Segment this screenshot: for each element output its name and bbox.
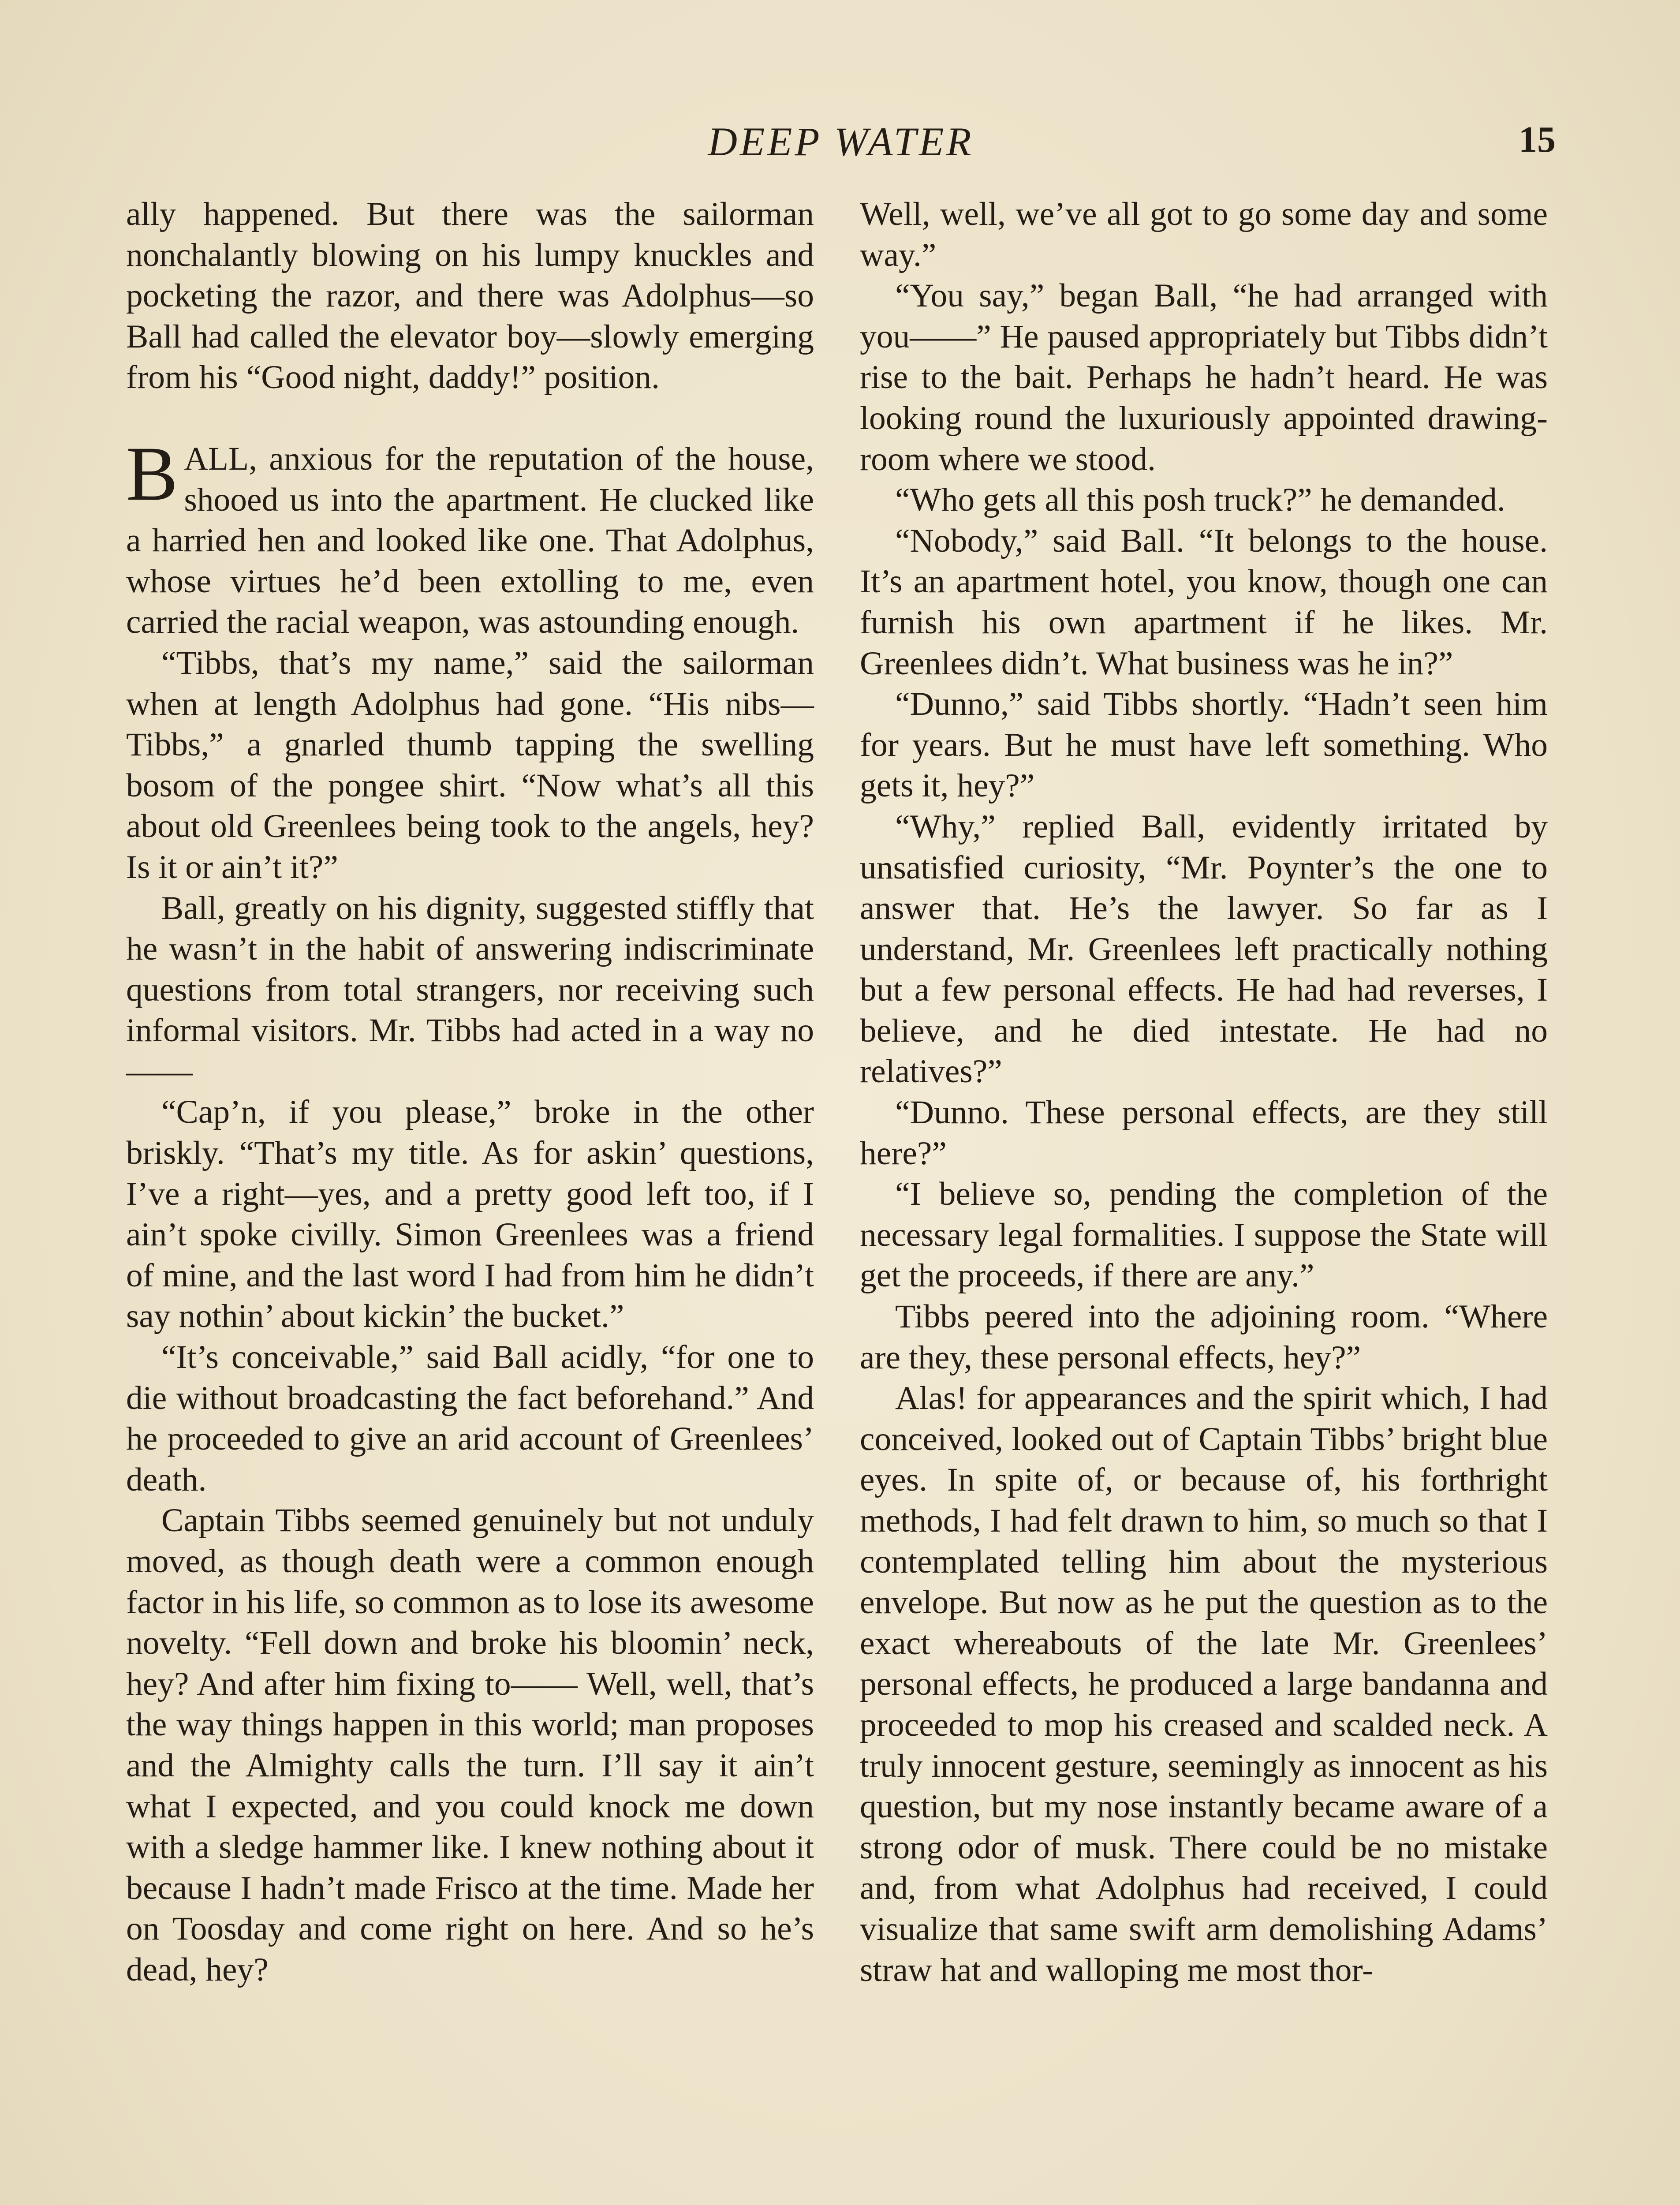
paragraph: “You say,” began Ball, “he had arranged with you——” He paused appropriately but Tibbs didn’t rise to the bait. Perhaps he hadn’t heard. He was looking round the luxuriously appointed drawing-room where we stood. xyxy=(860,277,1548,478)
paragraph: “Dunno,” said Tibbs shortly. “Hadn’t seen him for years. But he must have left something. Who gets it, hey?” xyxy=(860,686,1548,804)
paragraph: “Dunno. These personal effects, are they still here?” xyxy=(860,1094,1548,1172)
drop-cap: B xyxy=(126,430,178,517)
page-number: 15 xyxy=(1519,119,1556,160)
paragraph: Tibbs peered into the adjoining room. “Where are they, these personal effects, hey?” xyxy=(860,1298,1548,1376)
paragraph: “Cap’n, if you please,” broke in the other briskly. “That’s my title. As for askin’ questions, I’ve a right—yes, and a pretty good left too, if I ain’t spoke civilly. Simon Greenlees was a friend of mine, and the last word I had from him he didn’t say nothin’ about kickin’ the bucket.” xyxy=(126,1094,814,1335)
paragraph: Alas! for appearances and the spirit which, I had conceived, looked out of Captain Tibbs’ bright blue eyes. In spite of, or because of, his forthright methods, I had felt drawn to him, so much so that I contemplated telling him about the mysterious envelope. But now as he put the question as to the exact whereabouts of the late Mr. Greenlees’ personal effects, he produced a large bandanna and proceeded to mop his creased and scalded neck. A truly innocent gesture, seemingly as innocent as his question, but my nose instantly became aware of a strong odor of musk. There could be no mistake and, from what Adolphus had received, I could visualize that same swift arm demolishing Adams’ straw hat and walloping me most thor- xyxy=(860,1380,1548,1988)
paragraph: ally happened. But there was the sailorman nonchalantly blowing on his lumpy knuckles and pocketing the razor, and there was Adolphus—so Ball had called the elevator boy—slowly emerging from his “Good night, daddy!” position. xyxy=(126,196,814,396)
paragraph: “Who gets all this posh truck?” he demanded. xyxy=(895,482,1505,519)
paragraph: Captain Tibbs seemed genuinely but not unduly moved, as though death were a common enough factor in his life, so common as to lose its awesome novelty. “Fell down and broke his bloomin’ neck, hey? And after him fixing to—— Well, well, that’s the way things happen in this world; man proposes and the Almighty calls the turn. I’ll say it ain’t what I expected, and you could knock me down with a sledge hammer like. I knew nothing about it because I hadn’t made Frisco at the time. Made her on Toosday and come right on here. And so he’s dead, hey? xyxy=(126,1502,814,1988)
paragraph: Well, well, we’ve all got to go some day and some way.” xyxy=(860,196,1548,273)
paragraph: “Tibbs, that’s my name,” said the sailorman when at length Adolphus had gone. “His nibs—Tibbs,” a gnarled thumb tapping the swelling bosom of the pongee shirt. “Now what’s all this about old Greenlees being took to the angels, hey? Is it or ain’t it?” xyxy=(126,644,814,886)
paragraph-dropcap xyxy=(126,430,814,643)
paragraph: “It’s conceivable,” said Ball acidly, “for one to die without broadcasting the fact beforehand.” And he proceeded to give an arid account of Greenlees’ death. xyxy=(126,1339,814,1498)
small-caps-word: ALL xyxy=(184,440,249,477)
right-column xyxy=(860,194,1548,1991)
paragraph: “Nobody,” said Ball. “It belongs to the house. It’s an apartment hotel, you know, though one can furnish his own apartment if he likes. Mr. Greenlees didn’t. What business was he in?” xyxy=(860,522,1548,682)
paragraph: “I believe so, pending the completion of the necessary legal formalities. I suppose the State will get the proceeds, if there are any.” xyxy=(860,1176,1548,1294)
left-column xyxy=(126,194,814,1991)
paragraph: “Why,” replied Ball, evidently irritated by unsatisfied curiosity, “Mr. Poynter’s the one to answer that. He’s the lawyer. So far as I understand, Mr. Greenlees left practically nothing but a few personal effects. He had had reverses, I believe, and he died intestate. He had no relatives?” xyxy=(860,808,1548,1090)
paragraph: Ball, greatly on his dignity, suggested stiffly that he wasn’t in the habit of answering indiscriminate questions from total strangers, nor receiving such informal visitors. Mr. Tibbs had acted in a way no—— xyxy=(126,889,814,1090)
running-title: DEEP WATER xyxy=(708,119,974,164)
page-header xyxy=(126,118,1556,167)
paragraph-text: , anxious for the reputation of the house, shooed us into the apartment. He clucked like a harried hen and looked like one. That Adolphus, whose virtues he’d been extolling to me, even carried the racial weapon, was astounding enough. xyxy=(126,440,814,641)
